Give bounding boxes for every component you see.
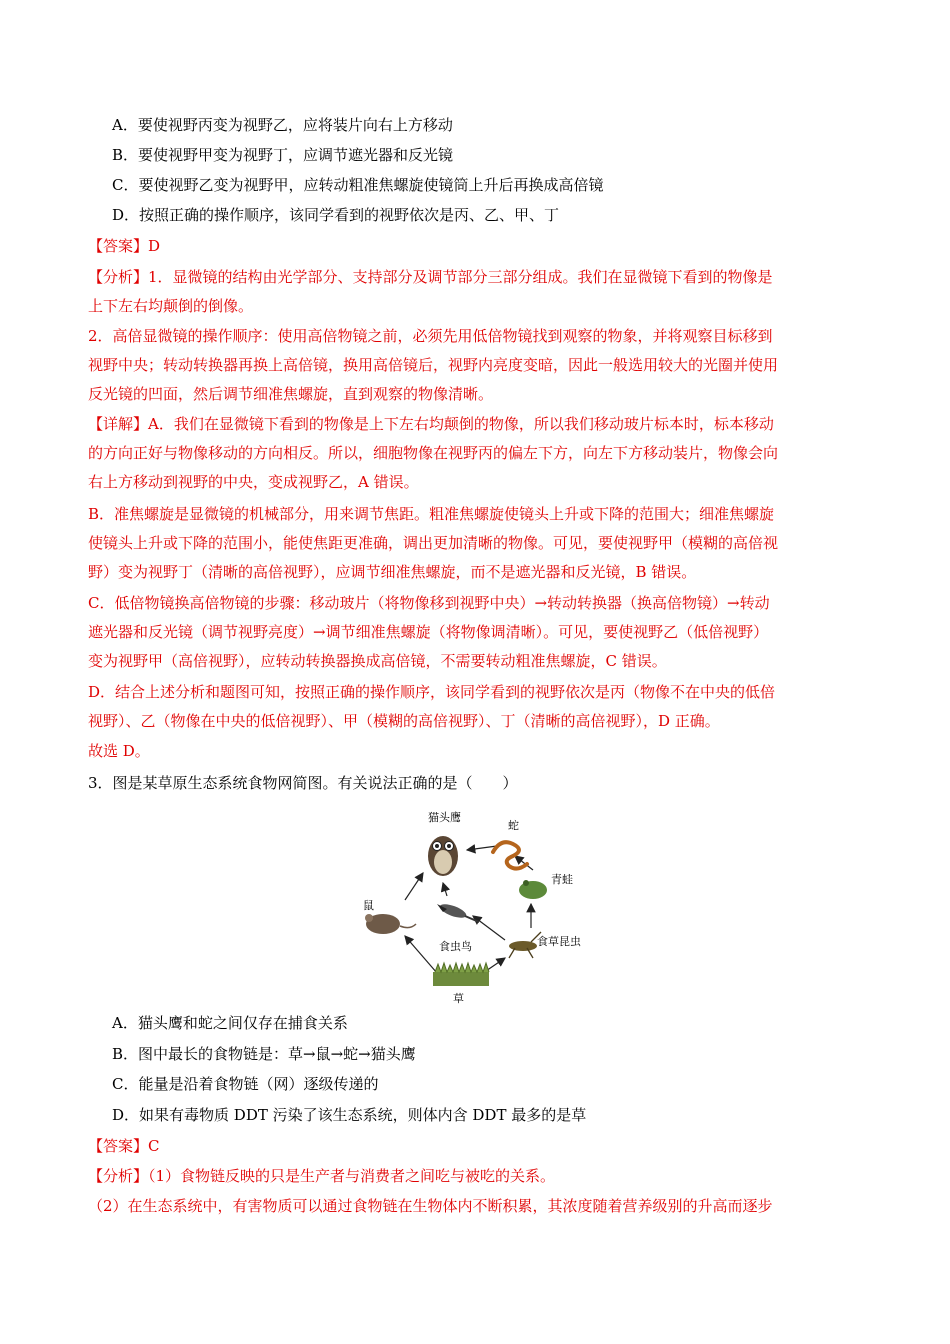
owl-icon bbox=[428, 836, 458, 876]
q2-option-d: D．按照正确的操作顺序，该同学看到的视野依次是丙、乙、甲、丁 bbox=[112, 206, 560, 224]
label-snake: 蛇 bbox=[508, 819, 519, 832]
q3-answer: 【答案】C bbox=[88, 1137, 160, 1155]
label-grass: 草 bbox=[453, 992, 464, 1005]
q2-analysis-line: 视野中央；转动转换器再换上高倍镜，换用高倍镜后，视野内亮度变暗，因此一般选用较大的光圈并使用 bbox=[88, 356, 779, 374]
q2-detail-line: D．结合上述分析和题图可知，按照正确的操作顺序，该同学看到的视野依次是丙（物像不在中央的低倍 bbox=[88, 683, 776, 701]
q2-detail-line: C．低倍物镜换高倍物镜的步骤：移动玻片（将物像移到视野中央）→转动转换器（换高倍物镜）→转动 bbox=[88, 594, 770, 612]
q2-option-a: A．要使视野丙变为视野乙，应将装片向右上方移动 bbox=[112, 116, 453, 134]
q2-detail-line: 的方向正好与物像移动的方向相反。所以，细胞物像在视野丙的偏左下方，向左下方移动装片，物像会向 bbox=[88, 444, 779, 462]
q3-option-d: D．如果有毒物质 DDT 污染了该生态系统，则体内含 DDT 最多的是草 bbox=[112, 1106, 587, 1124]
q2-detail-line: 使镜头上升或下降的范围小，能使焦距更准确，调出更加清晰的物像。可见，要使视野甲（模糊的高倍视 bbox=[88, 534, 779, 552]
q2-option-c: C．要使视野乙变为视野甲，应转动粗准焦螺旋使镜筒上升后再换成高倍镜 bbox=[112, 176, 604, 194]
q2-analysis-line: 【分析】1．显微镜的结构由光学部分、支持部分及调节部分三部分组成。我们在显微镜下看到的物像是 bbox=[88, 268, 773, 286]
q2-analysis-line: 2．高倍显微镜的操作顺序：使用高倍物镜之前，必须先用低倍物镜找到观察的物象，并将观察目标移到 bbox=[88, 327, 773, 345]
mouse-icon bbox=[365, 914, 416, 934]
q2-analysis-line: 反光镜的凹面，然后调节细准焦螺旋，直到观察的物像清晰。 bbox=[88, 385, 494, 403]
label-frog: 青蛙 bbox=[551, 873, 573, 886]
q2-answer: 【答案】D bbox=[88, 237, 161, 255]
q2-option-b: B．要使视野甲变为视野丁，应调节遮光器和反光镜 bbox=[112, 146, 454, 164]
q2-detail-line: B．准焦螺旋是显微镜的机械部分，用来调节焦距。粗准焦螺旋使镜头上升或下降的范围大；细准焦螺旋 bbox=[88, 505, 775, 523]
label-owl: 猫头鹰 bbox=[428, 811, 461, 824]
food-web-figure bbox=[355, 808, 595, 1013]
q3-option-a: A．猫头鹰和蛇之间仅存在捕食关系 bbox=[112, 1014, 348, 1032]
q3-option-c: C．能量是沿着食物链（网）逐级传递的 bbox=[112, 1075, 379, 1093]
q2-detail-line: 右上方移动到视野的中央，变成视野乙，A 错误。 bbox=[88, 473, 419, 491]
label-bird: 食虫鸟 bbox=[439, 940, 472, 953]
q3-option-b: B．图中最长的食物链是：草→鼠→蛇→猫头鹰 bbox=[112, 1045, 416, 1063]
q3-analysis-line: （2）在生态系统中，有害物质可以通过食物链在生物体内不断积累，其浓度随着营养级别的升高而逐步 bbox=[88, 1197, 773, 1215]
q2-detail-line: 遮光器和反光镜（调节视野亮度）→调节细准焦螺旋（将物像调清晰）。可见，要使视野乙（低倍视野） bbox=[88, 623, 769, 641]
q3-stem: 3．图是某草原生态系统食物网简图。有关说法正确的是（ ） bbox=[88, 774, 518, 792]
q2-conclusion: 故选 D。 bbox=[88, 742, 150, 760]
label-mouse: 鼠 bbox=[363, 899, 374, 912]
q2-detail-line: 野）变为视野丁（清晰的高倍视野），应调节细准焦螺旋，而不是遮光器和反光镜，B 错误。 bbox=[88, 563, 697, 581]
snake-icon bbox=[493, 842, 527, 868]
q2-analysis-line: 上下左右均颠倒的倒像。 bbox=[88, 297, 254, 315]
label-insect: 食草昆虫 bbox=[537, 935, 581, 948]
grass-icon bbox=[433, 963, 489, 986]
q2-detail-line: 变为视野甲（高倍视野），应转动转换器换成高倍镜，不需要转动粗准焦螺旋，C 错误。 bbox=[88, 652, 667, 670]
bird-icon bbox=[437, 902, 479, 922]
q3-analysis-line: 【分析】（1）食物链反映的只是生产者与消费者之间吃与被吃的关系。 bbox=[88, 1167, 556, 1185]
frog-icon bbox=[519, 880, 547, 899]
q2-detail-line: 【详解】A．我们在显微镜下看到的物像是上下左右均颠倒的物像，所以我们移动玻片标本时，标本移动 bbox=[88, 415, 774, 433]
food-web-arrows bbox=[405, 846, 533, 973]
q2-detail-line: 视野）、乙（物像在中央的低倍视野）、甲（模糊的高倍视野）、丁（清晰的高倍视野），D 正确。 bbox=[88, 712, 720, 730]
